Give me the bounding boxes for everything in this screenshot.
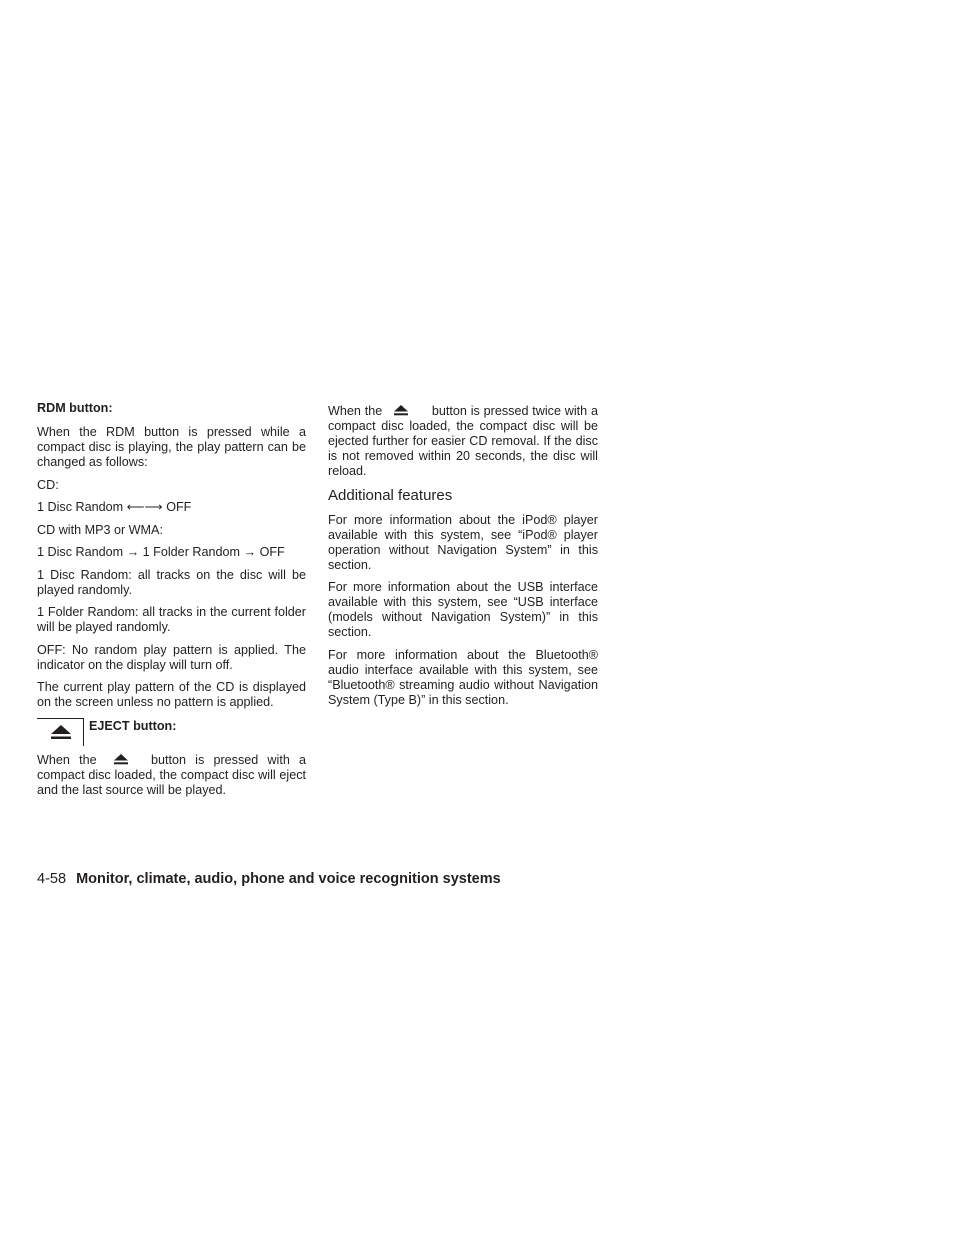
eject-symbol-box: [37, 718, 84, 746]
eject-button-heading: [37, 718, 306, 746]
eject-icon: [51, 725, 71, 740]
eject-desc-before: When the: [37, 752, 97, 767]
cd-label: CD:: [37, 477, 59, 492]
eject-twice-before: When the: [328, 404, 383, 418]
disc-random-description: 1 Disc Random: all tracks on the disc will be played randomly.: [37, 567, 306, 597]
folder-random-description: 1 Folder Random: all tracks in the current folder will be played randomly.: [37, 605, 306, 634]
mp3-pattern: 1 Disc Random → 1 Folder Random → OFF: [37, 545, 285, 559]
rdm-intro-text: When the RDM button is pressed while a compact disc is playing, the play pattern can be changed as follows:: [37, 425, 306, 469]
eject-icon: [114, 754, 128, 765]
additional-features-heading: Additional features: [328, 486, 453, 504]
eject-twice-description: [328, 404, 598, 479]
mp3-label: CD with MP3 or WMA:: [37, 522, 163, 537]
ipod-info-text: For more information about the iPod® player available with this system, see “iPod® player operation without Navigation System” in this section.: [328, 512, 598, 572]
usb-info-text: For more information about the USB interface available with this system, see “USB interface (models without Navigation System)” in this section.: [328, 580, 598, 639]
eject-desc-after: button is pressed with a compact disc loaded, the compact disc will eject and the last source will be played.: [37, 752, 307, 797]
eject-description: [37, 753, 306, 798]
bluetooth-info-text: For more information about the Bluetooth® audio interface available with this system, see “Bluetooth® streaming audio without Navigation System (Type B)” in this section.: [328, 647, 598, 707]
chapter-title: Monitor, climate, audio, phone and voice recognition systems: [76, 871, 501, 887]
cd-pattern: 1 Disc Random ⟵⟶ OFF: [37, 500, 192, 514]
eject-heading-label: EJECT button:: [89, 718, 177, 733]
eject-icon: [394, 405, 408, 416]
page-footer: [37, 871, 501, 888]
off-description: OFF: No random play pattern is applied. The indicator on the display will turn off.: [37, 642, 306, 672]
rdm-button-heading: RDM button:: [37, 401, 113, 415]
eject-twice-after: button is pressed twice with a compact disc loaded, the compact disc will be ejected further for easier CD removal. If the disc is not removed within 20 seconds, the disc will reload.: [328, 404, 599, 478]
current-pattern-description: The current play pattern of the CD is displayed on the screen unless no pattern is applied.: [37, 680, 306, 709]
right-column: [328, 404, 598, 715]
page-number: 4-58: [37, 871, 67, 887]
left-column: [37, 401, 306, 805]
